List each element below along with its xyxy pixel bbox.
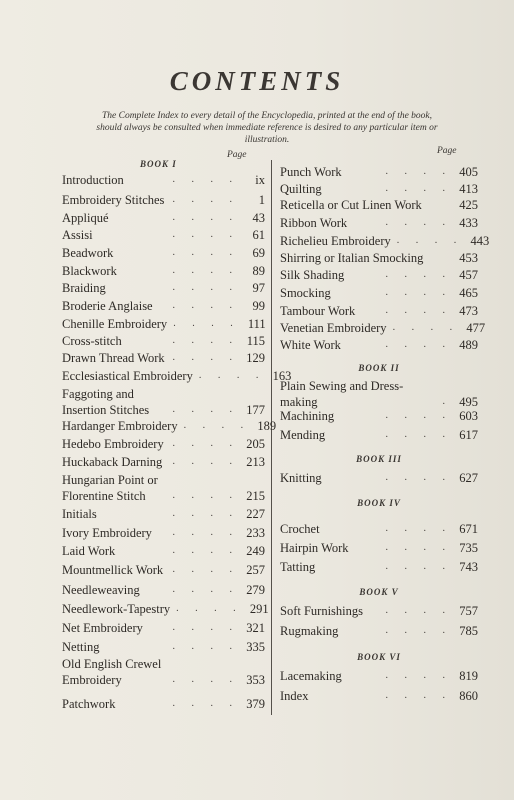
toc-entry xyxy=(62,263,265,279)
toc-entry-name: Drawn Thread Work xyxy=(62,351,165,365)
toc-entry-name: Hedebo Embroidery xyxy=(62,437,164,451)
toc-leader-dots: . . . . xyxy=(172,456,239,467)
toc-entry xyxy=(62,316,265,332)
toc-entry-name: Hairpin Work xyxy=(280,541,349,555)
toc-entry-name: Crochet xyxy=(280,522,320,536)
toc-leader-dots: . . . . xyxy=(385,183,452,194)
toc-entry-page: 433 xyxy=(459,216,478,230)
toc-entry-page: 279 xyxy=(246,583,265,597)
toc-entry xyxy=(62,368,292,384)
toc-entry xyxy=(280,378,478,410)
toc-entry xyxy=(280,427,478,443)
toc-leader-dots: . . . . xyxy=(385,410,452,421)
toc-entry-name: Blackwork xyxy=(62,264,117,278)
toc-entry-page: 257 xyxy=(246,563,265,577)
toc-entry-page: 603 xyxy=(459,409,478,423)
toc-leader-dots: . . . . xyxy=(172,545,239,556)
toc-entry-page: 465 xyxy=(459,286,478,300)
toc-leader-dots: . . . . xyxy=(172,265,239,276)
toc-entry-name: Netting xyxy=(62,640,100,654)
toc-leader-dots: . . . . xyxy=(385,561,452,572)
toc-entry-name: Broderie Anglaise xyxy=(62,299,153,313)
toc-entry-page: 627 xyxy=(459,471,478,485)
toc-entry xyxy=(280,233,490,249)
toc-entry-page: ix xyxy=(255,173,265,187)
toc-entry-name: Soft Furnishings xyxy=(280,604,364,618)
toc-leader-dots: . . . . xyxy=(172,674,239,685)
toc-entry-name: Lacemaking xyxy=(280,669,342,683)
toc-entry-page: 129 xyxy=(246,351,265,365)
toc-leader-dots: . . . . xyxy=(172,212,239,223)
toc-leader-dots: . . . . xyxy=(385,287,452,298)
toc-entry-name: Laid Work xyxy=(62,544,116,558)
book-label-5: BOOK V xyxy=(359,587,399,597)
toc-entry-name: Reticella or Cut Linen Work xyxy=(280,198,422,212)
toc-entry-name: Chenille Embroidery xyxy=(62,317,168,331)
toc-leader-dots: . xyxy=(442,396,452,407)
toc-entry-name: Hardanger Embroidery xyxy=(62,419,178,433)
toc-entry-name: Machining xyxy=(280,409,335,423)
toc-entry-page: 213 xyxy=(246,455,265,469)
toc-entry xyxy=(62,210,265,226)
toc-entry xyxy=(280,668,478,684)
toc-entry-name: Patchwork xyxy=(62,697,116,711)
toc-entry-page: 189 xyxy=(257,419,277,433)
toc-entry xyxy=(62,436,265,452)
toc-entry-page: 69 xyxy=(252,246,265,260)
book-label-3: BOOK III xyxy=(356,454,402,464)
toc-entry xyxy=(280,303,478,319)
toc-entry xyxy=(62,245,265,261)
toc-leader-dots: . . . . xyxy=(198,370,266,381)
toc-entry xyxy=(280,540,478,556)
book-label-4: BOOK IV xyxy=(357,498,401,508)
toc-leader-dots: . . . . xyxy=(385,269,452,280)
toc-entry xyxy=(62,696,265,712)
toc-entry-page: 163 xyxy=(272,369,292,383)
toc-entry xyxy=(62,656,265,688)
toc-entry-page: 177 xyxy=(246,403,265,417)
toc-leader-dots: . . . . xyxy=(172,247,239,258)
toc-entry xyxy=(280,250,478,266)
toc-entry-name: Ecclesiastical Embroidery xyxy=(62,369,193,383)
toc-entry xyxy=(62,192,265,208)
toc-entry xyxy=(280,470,478,486)
toc-entry xyxy=(62,386,265,418)
toc-entry-name: Smocking xyxy=(280,286,331,300)
toc-leader-dots: . . . . xyxy=(385,625,452,636)
toc-entry xyxy=(280,215,478,231)
toc-entry-name: Mending xyxy=(280,428,326,442)
toc-entry xyxy=(62,620,265,636)
toc-leader-dots: . . . . xyxy=(172,698,239,709)
toc-entry xyxy=(280,337,478,353)
toc-leader-dots: . . . . xyxy=(172,352,239,363)
toc-entry-name: Braiding xyxy=(62,281,106,295)
toc-entry-page: 291 xyxy=(249,602,269,616)
toc-entry-name: Embroidery Stitches xyxy=(62,193,165,207)
toc-entry-page: 425 xyxy=(459,198,478,212)
toc-entry-page: 477 xyxy=(466,321,486,335)
toc-entry xyxy=(62,525,265,541)
page-column-label-left: Page xyxy=(227,150,247,160)
toc-entry-page: 205 xyxy=(246,437,265,451)
toc-entry xyxy=(280,285,478,301)
toc-entry xyxy=(280,603,478,619)
toc-entry-page: 453 xyxy=(459,251,478,265)
toc-entry-name: Shirring or Italian Smocking xyxy=(280,251,424,265)
toc-entry-page: 489 xyxy=(459,338,478,352)
toc-entry-name: Net Embroidery xyxy=(62,621,143,635)
toc-entry-name: Index xyxy=(280,689,309,703)
toc-entry xyxy=(62,280,265,296)
column-divider xyxy=(271,160,272,715)
toc-entry-name: Plain Sewing and Dress-making xyxy=(280,379,404,409)
toc-entry-name: Rugmaking xyxy=(280,624,339,638)
toc-leader-dots: . . . . xyxy=(172,229,239,240)
toc-entry xyxy=(62,418,277,434)
toc-leader-dots: . . . . xyxy=(172,194,239,205)
toc-leader-dots: . . . . xyxy=(172,508,239,519)
toc-entry-name: Old English Crewel Embroidery xyxy=(62,657,162,687)
toc-entry-page: 321 xyxy=(246,621,265,635)
toc-entry xyxy=(280,181,478,197)
toc-entry-page: 99 xyxy=(252,299,265,313)
toc-entry xyxy=(62,601,269,617)
toc-leader-dots: . . . . xyxy=(172,438,239,449)
toc-entry-page: 61 xyxy=(252,228,265,242)
toc-leader-dots: . . . . xyxy=(396,235,464,246)
toc-entry xyxy=(280,688,478,704)
toc-entry-page: 335 xyxy=(246,640,265,654)
toc-entry xyxy=(280,559,478,575)
toc-leader-dots: . . . . xyxy=(385,542,452,553)
toc-entry-name: Tatting xyxy=(280,560,316,574)
toc-entry xyxy=(280,408,478,424)
toc-leader-dots: . . . . xyxy=(385,605,452,616)
toc-entry-name: Huckaback Darning xyxy=(62,455,163,469)
toc-entry-name: Initials xyxy=(62,507,97,521)
toc-entry-name: Introduction xyxy=(62,173,124,187)
toc-entry-page: 97 xyxy=(252,281,265,295)
toc-entry-page: 473 xyxy=(459,304,478,318)
toc-entry-name: White Work xyxy=(280,338,341,352)
toc-entry-name: Tambour Work xyxy=(280,304,356,318)
toc-entry-name: Beadwork xyxy=(62,246,114,260)
toc-leader-dots: . . . . xyxy=(172,527,239,538)
toc-entry-page: 785 xyxy=(459,624,478,638)
toc-leader-dots: . . . . xyxy=(385,523,452,534)
toc-entry-name: Punch Work xyxy=(280,165,342,179)
toc-entry-page: 43 xyxy=(252,211,265,225)
toc-entry-page: 353 xyxy=(246,673,265,687)
book-label-2: BOOK II xyxy=(358,363,400,373)
toc-entry xyxy=(280,521,478,537)
toc-entry-page: 671 xyxy=(459,522,478,536)
toc-entry-name: Silk Shading xyxy=(280,268,345,282)
toc-entry xyxy=(280,623,478,639)
toc-entry xyxy=(280,320,486,336)
toc-leader-dots: . . . . xyxy=(172,490,239,501)
book-label-6: BOOK VI xyxy=(357,652,401,662)
toc-entry-name: Quilting xyxy=(280,182,322,196)
toc-leader-dots: . . . . xyxy=(172,404,239,415)
toc-entry-name: Ivory Embroidery xyxy=(62,526,152,540)
toc-leader-dots: . . . . xyxy=(385,472,452,483)
toc-entry-name: Needlework-Tapestry xyxy=(62,602,171,616)
toc-entry-page: 227 xyxy=(246,507,265,521)
toc-entry-name: Appliqué xyxy=(62,211,109,225)
toc-leader-dots: . . . . xyxy=(172,300,239,311)
toc-entry xyxy=(62,227,265,243)
toc-leader-dots: . . . . xyxy=(176,603,243,614)
toc-entry-page: 405 xyxy=(459,165,478,179)
toc-entry-page: 1 xyxy=(258,193,265,207)
toc-entry xyxy=(62,582,265,598)
toc-entry xyxy=(62,472,265,504)
toc-entry-page: 233 xyxy=(246,526,265,540)
toc-entry-page: 215 xyxy=(246,489,265,503)
toc-entry-page: 413 xyxy=(459,182,478,196)
toc-entry-page: 443 xyxy=(470,234,490,248)
toc-entry xyxy=(62,298,265,314)
toc-entry-name: Mountmellick Work xyxy=(62,563,164,577)
toc-leader-dots: . . . . xyxy=(385,305,452,316)
toc-leader-dots: . . . . xyxy=(385,339,452,350)
toc-entry xyxy=(62,562,265,578)
toc-entry-page: 757 xyxy=(459,604,478,618)
toc-leader-dots: . . . . xyxy=(385,690,452,701)
toc-entry xyxy=(62,333,265,349)
toc-entry-name: Ribbon Work xyxy=(280,216,348,230)
toc-entry xyxy=(62,454,265,470)
toc-leader-dots: . . . . xyxy=(172,584,239,595)
toc-leader-dots: . . . . xyxy=(392,322,460,333)
toc-entry-name: Richelieu Embroidery xyxy=(280,234,391,248)
toc-entry-name: Venetian Embroidery xyxy=(280,321,387,335)
toc-leader-dots: . . . . xyxy=(172,622,239,633)
toc-entry xyxy=(280,197,478,213)
toc-leader-dots: . . . . xyxy=(385,217,452,228)
page-title: CONTENTS xyxy=(169,66,345,96)
book-label-1: BOOK I xyxy=(140,159,177,169)
toc-entry-page: 89 xyxy=(252,264,265,278)
toc-leader-dots: . . . . xyxy=(172,174,239,185)
toc-entry-page: 743 xyxy=(459,560,478,574)
toc-leader-dots: . . . . xyxy=(173,318,240,329)
toc-leader-dots: . . . . xyxy=(172,641,239,652)
page-column-label-right: Page xyxy=(437,146,457,156)
toc-leader-dots: . . . . xyxy=(172,282,239,293)
toc-entry xyxy=(62,543,265,559)
toc-entry-name: Cross-stitch xyxy=(62,334,122,348)
toc-entry xyxy=(62,506,265,522)
toc-entry-name: Assisi xyxy=(62,228,93,242)
toc-entry-page: 617 xyxy=(459,428,478,442)
toc-entry-page: 860 xyxy=(459,689,478,703)
toc-entry-page: 379 xyxy=(246,697,265,711)
toc-entry xyxy=(280,164,478,180)
toc-entry xyxy=(280,267,478,283)
toc-entry-page: 115 xyxy=(246,334,265,348)
toc-leader-dots: . . . . xyxy=(172,564,239,575)
toc-leader-dots: . . . . xyxy=(385,166,452,177)
toc-entry-name: Faggoting and Insertion Stitches xyxy=(62,387,150,417)
intro-note: The Complete Index to every detail of the Encyclopedia, printed at the end of the book, should always be consulted when immediate reference is desired to any particular item or illustration. xyxy=(96,111,438,145)
toc-entry-name: Knitting xyxy=(280,471,322,485)
toc-entry-page: 495 xyxy=(459,395,478,409)
toc-entry-page: 457 xyxy=(459,268,478,282)
toc-entry-page: 111 xyxy=(247,317,266,331)
toc-entry-name: Needleweaving xyxy=(62,583,140,597)
toc-entry xyxy=(62,350,265,366)
toc-entry-name: Hungarian Point or Florentine Stitch xyxy=(62,473,158,503)
toc-leader-dots: . . . . xyxy=(172,335,239,346)
toc-entry-page: 735 xyxy=(459,541,478,555)
toc-entry-page: 249 xyxy=(246,544,265,558)
toc-entry-page: 819 xyxy=(459,669,478,683)
toc-entry xyxy=(62,172,265,188)
toc-leader-dots: . . . . xyxy=(385,670,452,681)
toc-leader-dots: . . . . xyxy=(183,420,251,431)
toc-leader-dots: . . . . xyxy=(385,429,452,440)
toc-entry xyxy=(62,639,265,655)
